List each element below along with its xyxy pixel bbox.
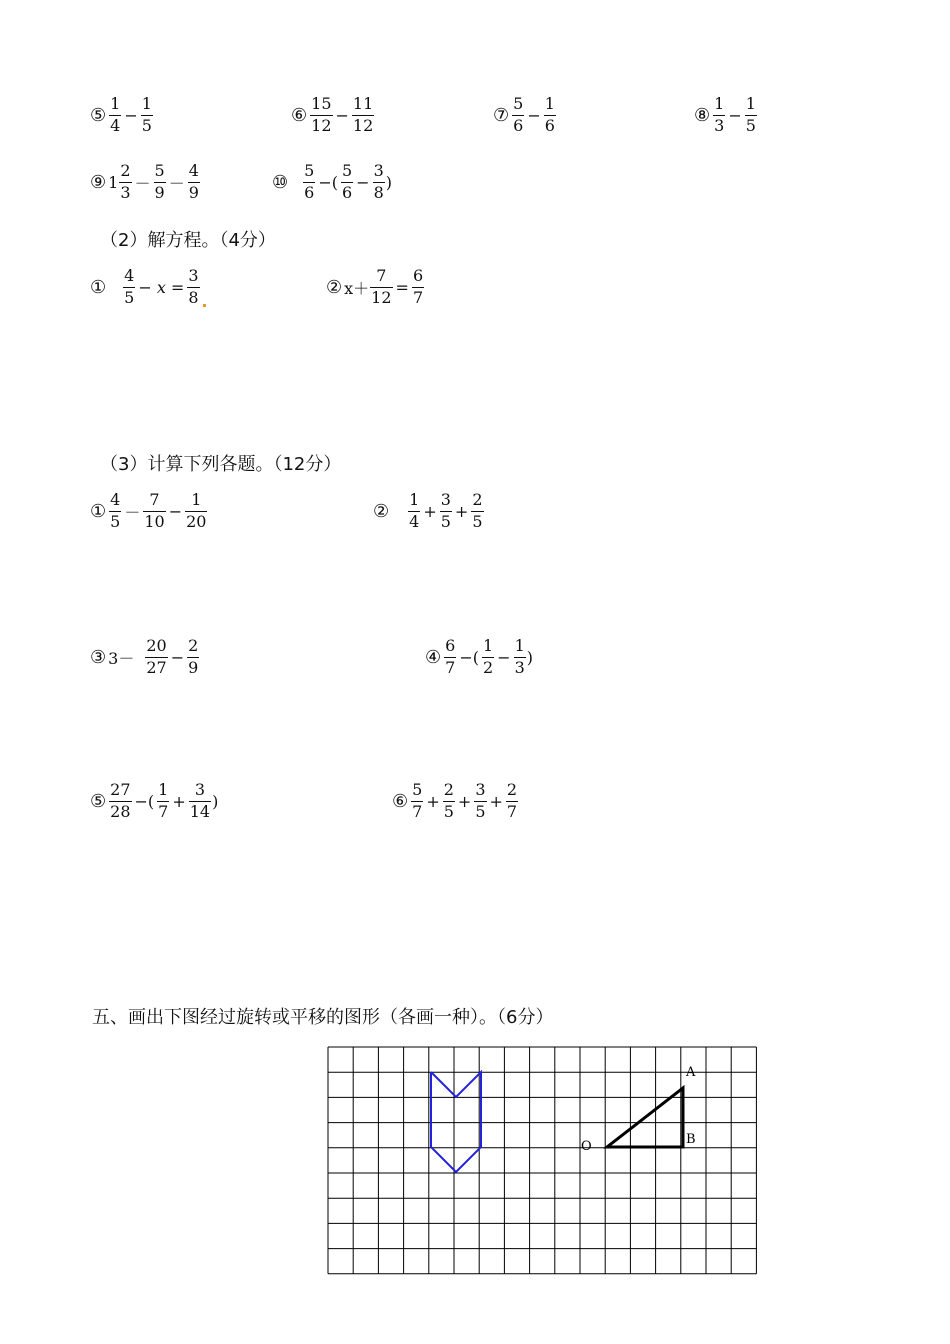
fraction: $\frac{2}{9}$ <box>188 636 199 677</box>
fraction: $\frac{1}{6}$ <box>544 94 555 135</box>
calc-1: ① $\frac{4}{5}$ － $\frac{7}{10}$ − $\frac{1}{20}$ <box>90 490 207 531</box>
fraction: $\frac{11}{12}$ <box>352 94 374 135</box>
fraction: $\frac{27}{28}$ <box>110 780 131 821</box>
item-6: ⑥ $\frac{15}{12}$ − $\frac{11}{12}$ <box>291 94 374 135</box>
triangle-OAB <box>607 1088 683 1147</box>
item-7: ⑦ $\frac{5}{6}$ − $\frac{1}{6}$ <box>493 94 555 135</box>
fraction: $\frac{1}{4}$ <box>409 490 420 531</box>
fraction: $\frac{5}{7}$ <box>412 780 423 821</box>
fraction: $\frac{1}{3}$ <box>514 636 525 677</box>
equation-2: ② x＋ $\frac{7}{12}$ = $\frac{6}{7}$ <box>326 266 424 307</box>
calc-2: ② $\frac{1}{4}$ + $\frac{3}{5}$ + $\frac{2}{5}$ <box>373 490 483 531</box>
section-3-title: （3）计算下列各题。（12分） <box>100 454 342 475</box>
item-9: ⑨ 1 $\frac{2}{3}$ － $\frac{5}{9}$ － $\frac{4}{9}$ <box>90 161 199 202</box>
item-8: ⑧ $\frac{1}{3}$ − $\frac{1}{5}$ <box>694 94 756 135</box>
fraction: $\frac{2}{3}$ <box>120 161 131 202</box>
fraction: $\frac{1}{2}$ <box>482 636 494 677</box>
calc-4: ④ $\frac{6}{7}$ −( $\frac{1}{2}$ − $\frac{1}{3}$ ) <box>425 636 534 677</box>
fraction: $\frac{1}{7}$ <box>158 780 169 821</box>
fraction: $\frac{2}{7}$ <box>506 780 518 821</box>
fraction: $\frac{7}{12}$ <box>371 266 392 307</box>
calc-5: ⑤ $\frac{27}{28}$ −( $\frac{1}{7}$ + $\frac{3}{14}$ ) <box>90 780 219 821</box>
fraction: $\frac{1}{20}$ <box>186 490 207 531</box>
fraction: $\frac{6}{7}$ <box>412 266 424 307</box>
fraction: $\frac{3}{5}$ <box>440 490 451 531</box>
fraction: $\frac{7}{10}$ <box>144 490 165 531</box>
equation-1: ① $\frac{4}{5}$ − x = $\frac{3}{8}$ <box>90 268 206 307</box>
fraction: $\frac{5}{6}$ <box>304 161 315 202</box>
label-A: A <box>686 1065 696 1080</box>
arrow-shape <box>431 1072 481 1172</box>
fraction: $\frac{4}{5}$ <box>110 490 121 531</box>
label-O: O <box>581 1139 592 1154</box>
calc-3: ③ 3－ $\frac{20}{27}$ − $\frac{2}{9}$ <box>90 636 199 677</box>
fraction: $\frac{3}{8}$ <box>188 266 199 307</box>
section-5-title: 五、画出下图经过旋转或平移的图形（各画一种）。（6分） <box>92 1007 554 1028</box>
fraction: $\frac{5}{6}$ <box>513 94 524 135</box>
fraction: $\frac{1}{3}$ <box>714 94 725 135</box>
fraction: $\frac{5}{6}$ <box>341 161 353 202</box>
fraction: $\frac{15}{12}$ <box>311 94 332 135</box>
fraction: $\frac{20}{27}$ <box>146 636 167 677</box>
item-5: ⑤ $\frac{1}{4}$ − $\frac{1}{5}$ <box>90 94 152 135</box>
fraction: $\frac{3}{8}$ <box>373 161 384 202</box>
fraction: $\frac{1}{5}$ <box>745 94 756 135</box>
item-10: ⑩ $\frac{5}{6}$ −( $\frac{5}{6}$ − $\frac{3}{8}$ ) <box>272 161 393 202</box>
fraction: $\frac{3}{5}$ <box>475 780 486 821</box>
section-2-title: （2）解方程。（4分） <box>100 230 276 251</box>
grid-lines <box>328 1047 756 1274</box>
stray-mark <box>203 304 206 307</box>
fraction: $\frac{2}{5}$ <box>443 780 454 821</box>
fraction: $\frac{2}{5}$ <box>472 490 483 531</box>
fraction: $\frac{1}{5}$ <box>141 94 152 135</box>
fraction: $\frac{4}{5}$ <box>124 266 135 307</box>
fraction: $\frac{5}{9}$ <box>154 161 165 202</box>
fraction: $\frac{1}{4}$ <box>110 94 121 135</box>
label-B: B <box>686 1132 696 1147</box>
fraction: $\frac{6}{7}$ <box>445 636 456 677</box>
fraction: $\frac{3}{14}$ <box>189 780 211 821</box>
grid-figure[interactable] <box>325 1045 767 1275</box>
calc-6: ⑥ $\frac{5}{7}$ + $\frac{2}{5}$ + $\frac{3}{5}$ + $\frac{2}{7}$ <box>392 780 518 821</box>
fraction: $\frac{4}{9}$ <box>188 161 199 202</box>
